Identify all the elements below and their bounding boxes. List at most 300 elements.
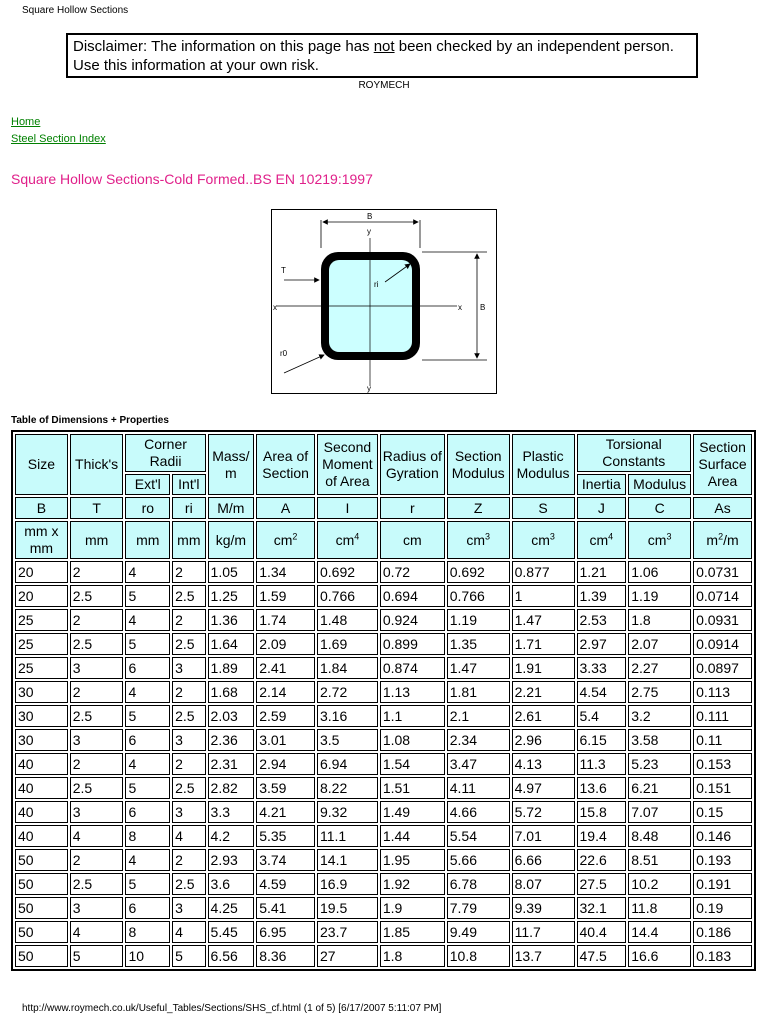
table-cell: 22.6	[577, 849, 627, 871]
table-row	[15, 849, 752, 871]
table-cell: 2.5	[172, 873, 205, 895]
table-cell: 1.19	[628, 585, 691, 607]
table-cell: 2.5	[70, 777, 124, 799]
table-cell: 2	[70, 681, 124, 703]
unit-area-base: cm	[273, 531, 293, 548]
table-cell: 4	[70, 921, 124, 943]
table-cell: 6.56	[208, 945, 255, 967]
table-cell: 11.7	[512, 921, 575, 943]
symbol-cell: A	[256, 497, 315, 519]
unit-j-exp: 4	[608, 530, 614, 541]
steel-section-index-link[interactable]: Steel Section Index	[11, 133, 106, 145]
table-cell: 8.36	[256, 945, 315, 967]
table-cell: 1.1	[380, 705, 445, 727]
table-cell: 1.48	[317, 609, 378, 631]
table-row	[15, 729, 752, 751]
table-cell: 25	[15, 609, 68, 631]
table-cell: 8.07	[512, 873, 575, 895]
table-cell: 4	[125, 681, 170, 703]
unit-area-exp: 2	[292, 530, 298, 541]
table-cell: 6	[125, 729, 170, 751]
table-cell: 2.5	[172, 633, 205, 655]
table-cell: 2	[172, 609, 205, 631]
x-axis-left-label: x	[273, 303, 277, 312]
symbol-cell: J	[577, 497, 627, 519]
table-cell: 8.48	[628, 825, 691, 847]
table-cell: 0.692	[447, 561, 510, 583]
unit-area	[256, 521, 315, 559]
table-cell: 3.33	[577, 657, 627, 679]
symbol-cell: As	[693, 497, 752, 519]
table-row	[15, 801, 752, 823]
table-cell: 2.97	[577, 633, 627, 655]
table-row	[15, 825, 752, 847]
table-cell: 4.13	[512, 753, 575, 775]
table-cell: 2	[70, 849, 124, 871]
table-cell: 1.92	[380, 873, 445, 895]
table-cell: 1.8	[628, 609, 691, 631]
table-cell: 0.0714	[693, 585, 752, 607]
table-cell: 4	[125, 561, 170, 583]
table-cell: 0.191	[693, 873, 752, 895]
symbol-cell: T	[70, 497, 124, 519]
table-cell: 0.924	[380, 609, 445, 631]
table-cell: 5	[125, 705, 170, 727]
unit-as-exp: 2	[718, 530, 724, 541]
table-cell: 0.19	[693, 897, 752, 919]
table-cell: 50	[15, 873, 68, 895]
section-diagram	[271, 209, 497, 394]
table-cell: 2.96	[512, 729, 575, 751]
unit-torsion-modulus	[628, 521, 691, 559]
table-cell: 4.97	[512, 777, 575, 799]
unit-moment-base: cm	[335, 531, 355, 548]
table-cell: 2	[172, 561, 205, 583]
table-cell: 5.45	[208, 921, 255, 943]
table-cell: 2.75	[628, 681, 691, 703]
symbol-cell: r	[380, 497, 445, 519]
table-cell: 2.5	[172, 777, 205, 799]
unit-as-base: m	[706, 531, 719, 548]
table-cell: 0.0731	[693, 561, 752, 583]
table-cell: 40	[15, 777, 68, 799]
table-cell: 1.84	[317, 657, 378, 679]
disclaimer-emphasis: not	[373, 38, 395, 55]
table-cell: 2	[70, 561, 124, 583]
table-cell: 10	[125, 945, 170, 967]
table-cell: 3	[70, 801, 124, 823]
unit-ext-radius: mm	[125, 521, 170, 559]
table-cell: 2.94	[256, 753, 315, 775]
page-header-title: Square Hollow Sections	[22, 5, 129, 16]
table-caption: Table of Dimensions + Properties	[11, 415, 169, 426]
table-cell: 3	[70, 897, 124, 919]
table-cell: 0.153	[693, 753, 752, 775]
y-axis-bottom-label: y	[367, 384, 371, 393]
symbol-cell: C	[628, 497, 691, 519]
table-cell: 0.766	[317, 585, 378, 607]
table-cell: 13.6	[577, 777, 627, 799]
table-cell: 8.51	[628, 849, 691, 871]
table-cell: 13.7	[512, 945, 575, 967]
table-cell: 4.54	[577, 681, 627, 703]
table-cell: 0.877	[512, 561, 575, 583]
table-cell: 6	[125, 801, 170, 823]
table-cell: 23.7	[317, 921, 378, 943]
table-cell: 1	[512, 585, 575, 607]
table-cell: 0.183	[693, 945, 752, 967]
table-cell: 4	[125, 753, 170, 775]
table-cell: 0.111	[693, 705, 752, 727]
table-cell: 11.1	[317, 825, 378, 847]
table-cell: 6.21	[628, 777, 691, 799]
table-cell: 3	[172, 657, 205, 679]
table-cell: 0.151	[693, 777, 752, 799]
symbol-cell: Z	[447, 497, 510, 519]
table-row	[15, 657, 752, 679]
header-radius-gyration: Radius of Gyration	[380, 434, 445, 495]
table-row	[15, 753, 752, 775]
table-cell: 4	[172, 921, 205, 943]
unit-z-base: cm	[466, 531, 486, 548]
header-modulus: Modulus	[628, 474, 691, 495]
table-cell: 5	[172, 945, 205, 967]
table-cell: 2.53	[577, 609, 627, 631]
table-cell: 8.22	[317, 777, 378, 799]
table-cell: 2.72	[317, 681, 378, 703]
header-surface-area: Section Surface Area	[693, 434, 752, 495]
table-cell: 1.59	[256, 585, 315, 607]
table-cell: 2	[70, 753, 124, 775]
table-cell: 27	[317, 945, 378, 967]
table-cell: 4.21	[256, 801, 315, 823]
table-cell: 3.01	[256, 729, 315, 751]
table-row	[15, 945, 752, 967]
table-cell: 1.36	[208, 609, 255, 631]
table-cell: 1.69	[317, 633, 378, 655]
table-cell: 5.66	[447, 849, 510, 871]
table-cell: 27.5	[577, 873, 627, 895]
table-cell: 1.21	[577, 561, 627, 583]
y-axis-top-label: y	[367, 227, 371, 236]
table-cell: 2.34	[447, 729, 510, 751]
unit-j-base: cm	[589, 531, 609, 548]
table-cell: 2.07	[628, 633, 691, 655]
table-cell: 6.15	[577, 729, 627, 751]
symbol-cell: M/m	[208, 497, 255, 519]
header-plastic-modulus: Plastic Modulus	[512, 434, 575, 495]
table-cell: 1.91	[512, 657, 575, 679]
table-cell: 5	[125, 777, 170, 799]
table-cell: 3	[172, 729, 205, 751]
table-cell: 16.6	[628, 945, 691, 967]
table-cell: 0.692	[317, 561, 378, 583]
table-cell: 1.35	[447, 633, 510, 655]
table-cell: 6.66	[512, 849, 575, 871]
table-cell: 0.113	[693, 681, 752, 703]
unit-z-exp: 3	[485, 530, 491, 541]
table-cell: 30	[15, 681, 68, 703]
dim-b-top-label: B	[367, 212, 373, 221]
table-cell: 3	[172, 897, 205, 919]
unit-radius: cm	[380, 521, 445, 559]
table-cell: 1.06	[628, 561, 691, 583]
table-cell: 0.72	[380, 561, 445, 583]
table-cell: 2.5	[70, 585, 124, 607]
unit-surface-area	[693, 521, 752, 559]
page-title: Square Hollow Sections-Cold Formed..BS EN 10219:1997	[11, 171, 373, 187]
table-cell: 6	[125, 897, 170, 919]
table-cell: 3.16	[317, 705, 378, 727]
unit-as-tail: /m	[723, 531, 739, 548]
table-cell: 40.4	[577, 921, 627, 943]
table-cell: 2	[172, 681, 205, 703]
table-cell: 19.5	[317, 897, 378, 919]
table-cell: 1.05	[208, 561, 255, 583]
x-axis-right-label: x	[458, 303, 462, 312]
table-cell: 1.8	[380, 945, 445, 967]
site-name: ROYMECH	[358, 80, 410, 91]
disclaimer-text-before: Disclaimer: The information on this page has	[73, 38, 374, 55]
unit-size: mm x mm	[15, 521, 68, 559]
symbol-cell: ro	[125, 497, 170, 519]
table-cell: 2.21	[512, 681, 575, 703]
table-cell: 15.8	[577, 801, 627, 823]
header-internal: Int'l	[172, 474, 205, 495]
table-cell: 2	[172, 753, 205, 775]
table-cell: 9.32	[317, 801, 378, 823]
table-cell: 40	[15, 825, 68, 847]
table-cell: 0.0897	[693, 657, 752, 679]
table-cell: 7.01	[512, 825, 575, 847]
outer-radius-label: r0	[280, 349, 288, 358]
table-row	[15, 681, 752, 703]
table-cell: 0.899	[380, 633, 445, 655]
unit-plastic-modulus	[512, 521, 575, 559]
table-cell: 2.5	[70, 705, 124, 727]
table-cell: 40	[15, 801, 68, 823]
table-row	[15, 777, 752, 799]
table-cell: 1.49	[380, 801, 445, 823]
table-row	[15, 897, 752, 919]
unit-mass: kg/m	[208, 521, 255, 559]
table-cell: 1.54	[380, 753, 445, 775]
table-cell: 2.5	[172, 585, 205, 607]
table-cell: 1.19	[447, 609, 510, 631]
header-area: Area of Section	[256, 434, 315, 495]
table-cell: 3.2	[628, 705, 691, 727]
table-cell: 3.58	[628, 729, 691, 751]
table-cell: 4.25	[208, 897, 255, 919]
table-cell: 1.47	[447, 657, 510, 679]
table-cell: 2.14	[256, 681, 315, 703]
table-cell: 20	[15, 561, 68, 583]
header-section-modulus: Section Modulus	[447, 434, 510, 495]
table-row	[15, 921, 752, 943]
table-cell: 6	[125, 657, 170, 679]
table-cell: 47.5	[577, 945, 627, 967]
table-cell: 1.68	[208, 681, 255, 703]
table-cell: 3	[70, 729, 124, 751]
properties-table	[11, 430, 756, 971]
header-thickness: Thick's	[70, 434, 124, 495]
table-cell: 0.766	[447, 585, 510, 607]
table-cell: 32.1	[577, 897, 627, 919]
table-cell: 9.39	[512, 897, 575, 919]
table-row	[15, 705, 752, 727]
unit-thickness: mm	[70, 521, 124, 559]
table-cell: 0.186	[693, 921, 752, 943]
table-cell: 1.25	[208, 585, 255, 607]
table-cell: 0.0931	[693, 609, 752, 631]
table-cell: 2.41	[256, 657, 315, 679]
unit-moment	[317, 521, 378, 559]
table-cell: 2.82	[208, 777, 255, 799]
table-cell: 4	[172, 825, 205, 847]
table-cell: 50	[15, 849, 68, 871]
table-cell: 2.09	[256, 633, 315, 655]
table-cell: 16.9	[317, 873, 378, 895]
table-cell: 20	[15, 585, 68, 607]
table-cell: 11.3	[577, 753, 627, 775]
table-cell: 1.9	[380, 897, 445, 919]
header-torsional: Torsional Constants	[577, 434, 692, 472]
table-cell: 3.6	[208, 873, 255, 895]
header-mass: Mass/ m	[208, 434, 255, 495]
table-cell: 1.89	[208, 657, 255, 679]
table-cell: 5.72	[512, 801, 575, 823]
table-body	[15, 561, 752, 967]
header-corner-radii: Corner Radii	[125, 434, 205, 472]
inner-radius-label: ri	[374, 280, 379, 289]
unit-s-exp: 3	[549, 530, 555, 541]
table-cell: 2.61	[512, 705, 575, 727]
table-cell: 19.4	[577, 825, 627, 847]
table-cell: 1.85	[380, 921, 445, 943]
table-cell: 5	[70, 945, 124, 967]
table-cell: 25	[15, 657, 68, 679]
table-cell: 0.11	[693, 729, 752, 751]
table-row	[15, 633, 752, 655]
table-cell: 3	[172, 801, 205, 823]
table-cell: 30	[15, 729, 68, 751]
unit-s-base: cm	[531, 531, 550, 548]
table-cell: 2.59	[256, 705, 315, 727]
unit-section-modulus	[447, 521, 510, 559]
table-cell: 2.1	[447, 705, 510, 727]
table-cell: 1.71	[512, 633, 575, 655]
unit-c-exp: 3	[666, 530, 672, 541]
table-cell: 3	[70, 657, 124, 679]
dim-b-right-label: B	[480, 303, 486, 312]
header-size: Size	[15, 434, 68, 495]
table-cell: 25	[15, 633, 68, 655]
table-cell: 4	[125, 849, 170, 871]
table-cell: 1.81	[447, 681, 510, 703]
table-cell: 6.94	[317, 753, 378, 775]
table-cell: 14.1	[317, 849, 378, 871]
header-inertia: Inertia	[577, 474, 627, 495]
table-cell: 1.08	[380, 729, 445, 751]
table-cell: 5.35	[256, 825, 315, 847]
table-cell: 1.51	[380, 777, 445, 799]
table-cell: 4	[125, 609, 170, 631]
table-cell: 2	[70, 609, 124, 631]
table-cell: 0.0914	[693, 633, 752, 655]
unit-inertia	[577, 521, 627, 559]
table-cell: 1.74	[256, 609, 315, 631]
unit-moment-exp: 4	[354, 530, 360, 541]
table-cell: 3.74	[256, 849, 315, 871]
disclaimer-text-after: been checked by an independent person. Use this information at your own risk.	[73, 38, 674, 74]
table-cell: 50	[15, 897, 68, 919]
table-cell: 2.03	[208, 705, 255, 727]
table-cell: 4.11	[447, 777, 510, 799]
table-cell: 4	[70, 825, 124, 847]
table-cell: 5	[125, 873, 170, 895]
table-cell: 2.31	[208, 753, 255, 775]
symbol-cell: I	[317, 497, 378, 519]
table-cell: 9.49	[447, 921, 510, 943]
table-cell: 5.41	[256, 897, 315, 919]
table-cell: 8	[125, 825, 170, 847]
table-cell: 7.07	[628, 801, 691, 823]
table-cell: 10.2	[628, 873, 691, 895]
table-cell: 30	[15, 705, 68, 727]
table-cell: 10.8	[447, 945, 510, 967]
table-cell: 50	[15, 945, 68, 967]
table-cell: 2.36	[208, 729, 255, 751]
table-cell: 5.4	[577, 705, 627, 727]
table-cell: 0.193	[693, 849, 752, 871]
unit-int-radius: mm	[172, 521, 205, 559]
table-cell: 0.874	[380, 657, 445, 679]
disclaimer-box	[66, 33, 698, 78]
table-cell: 1.39	[577, 585, 627, 607]
table-cell: 1.13	[380, 681, 445, 703]
table-cell: 0.15	[693, 801, 752, 823]
section-diagram-svg	[272, 210, 496, 393]
table-cell: 3.5	[317, 729, 378, 751]
table-row	[15, 609, 752, 631]
table-cell: 2	[172, 849, 205, 871]
header-external: Ext'l	[125, 474, 170, 495]
header-second-moment: Second Moment of Area	[317, 434, 378, 495]
table-cell: 5.23	[628, 753, 691, 775]
table-cell: 5	[125, 633, 170, 655]
table-cell: 2.5	[70, 873, 124, 895]
table-cell: 2.5	[172, 705, 205, 727]
table-cell: 3.3	[208, 801, 255, 823]
table-cell: 40	[15, 753, 68, 775]
thickness-label: T	[281, 266, 286, 275]
table-cell: 8	[125, 921, 170, 943]
table-cell: 4.2	[208, 825, 255, 847]
table-cell: 2.27	[628, 657, 691, 679]
symbol-cell: ri	[172, 497, 205, 519]
table-cell: 1.47	[512, 609, 575, 631]
table-row	[15, 561, 752, 583]
table-cell: 1.64	[208, 633, 255, 655]
footer-url: http://www.roymech.co.uk/Useful_Tables/Sections/SHS_cf.html (1 of 5) [6/17/2007 5:11:07 PM]	[22, 1003, 442, 1014]
table-cell: 6.78	[447, 873, 510, 895]
table-cell: 4.59	[256, 873, 315, 895]
table-cell: 4.66	[447, 801, 510, 823]
home-link[interactable]: Home	[11, 116, 41, 128]
symbol-cell: B	[15, 497, 68, 519]
table-cell: 1.44	[380, 825, 445, 847]
table-cell: 6.95	[256, 921, 315, 943]
